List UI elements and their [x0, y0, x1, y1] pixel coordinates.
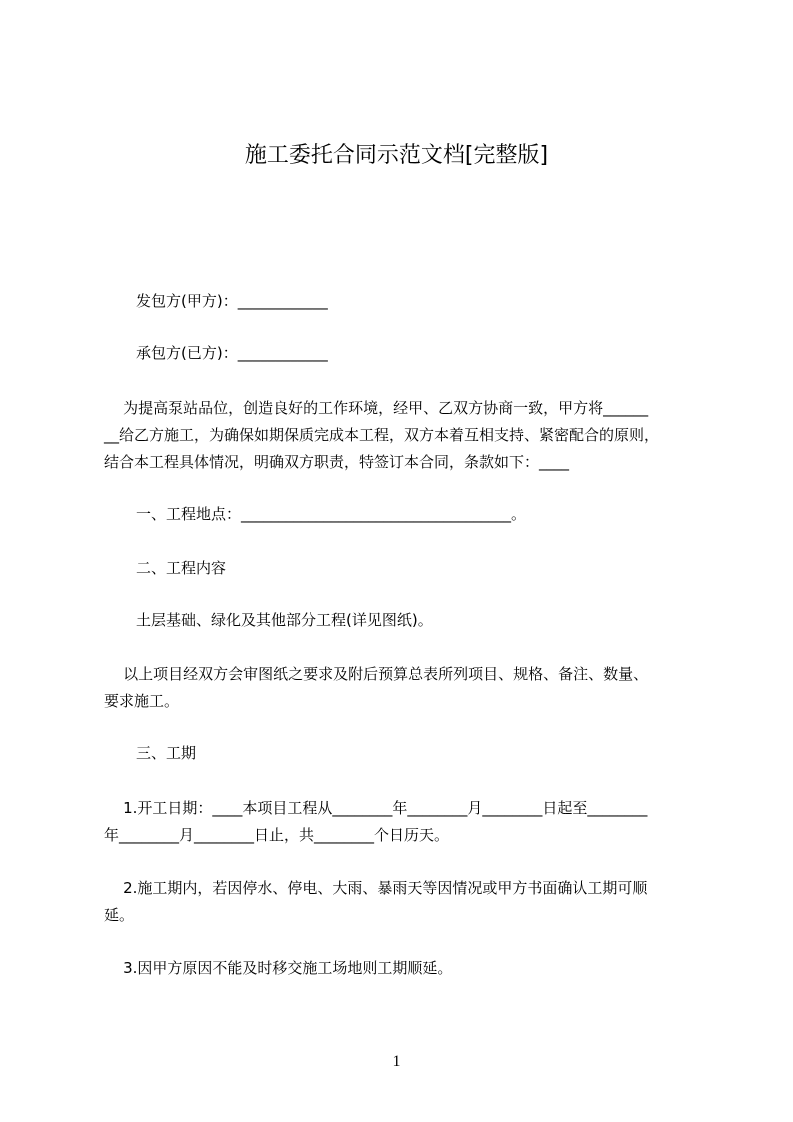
intro-paragraph-line-3: 结合本工程具体情况，明确双方职责，特签订本合同，条款如下：____: [104, 453, 570, 471]
party-a-line: 发包方(甲方)：____________: [136, 292, 328, 310]
extension-clause-line-2: 延。: [104, 906, 135, 924]
section-3-heading: 三、工期: [136, 744, 197, 762]
intro-paragraph-line-1: 为提高泵站品位，创造良好的工作环境，经甲、乙双方协商一致，甲方将______: [104, 399, 649, 417]
page-number: 1: [392, 1053, 401, 1070]
intro-paragraph-line-2: __给乙方施工，为确保如期保质完成本工程，双方本着互相支持、紧密配合的原则，: [104, 426, 660, 444]
requirements-paragraph-line-1: 以上项目经双方会审图纸之要求及附后预算总表所列项目、规格、备注、数量、: [104, 665, 649, 683]
section-2-heading: 二、工程内容: [136, 559, 227, 577]
section-1-heading: 一、工程地点：____________________________________。: [136, 505, 527, 523]
document-title: 施工委托合同示范文档[完整版]: [244, 143, 549, 168]
site-handover-clause: 3.因甲方原因不能及时移交施工场地则工期顺延。: [104, 959, 453, 977]
requirements-paragraph-line-2: 要求施工。: [104, 692, 180, 710]
party-b-line: 承包方(已方)：____________: [136, 344, 328, 362]
work-content-paragraph: 土层基础、绿化及其他部分工程(详见图纸)。: [136, 611, 433, 629]
start-date-line-2: 年________月________日止，共________个日历天。: [104, 826, 450, 844]
extension-clause-line-1: 2.施工期内，若因停水、停电、大雨、暴雨天等因情况或甲方书面确认工期可顺: [104, 879, 648, 897]
start-date-line-1: 1.开工日期：____本项目工程从________年________月________日起至________: [104, 799, 648, 817]
